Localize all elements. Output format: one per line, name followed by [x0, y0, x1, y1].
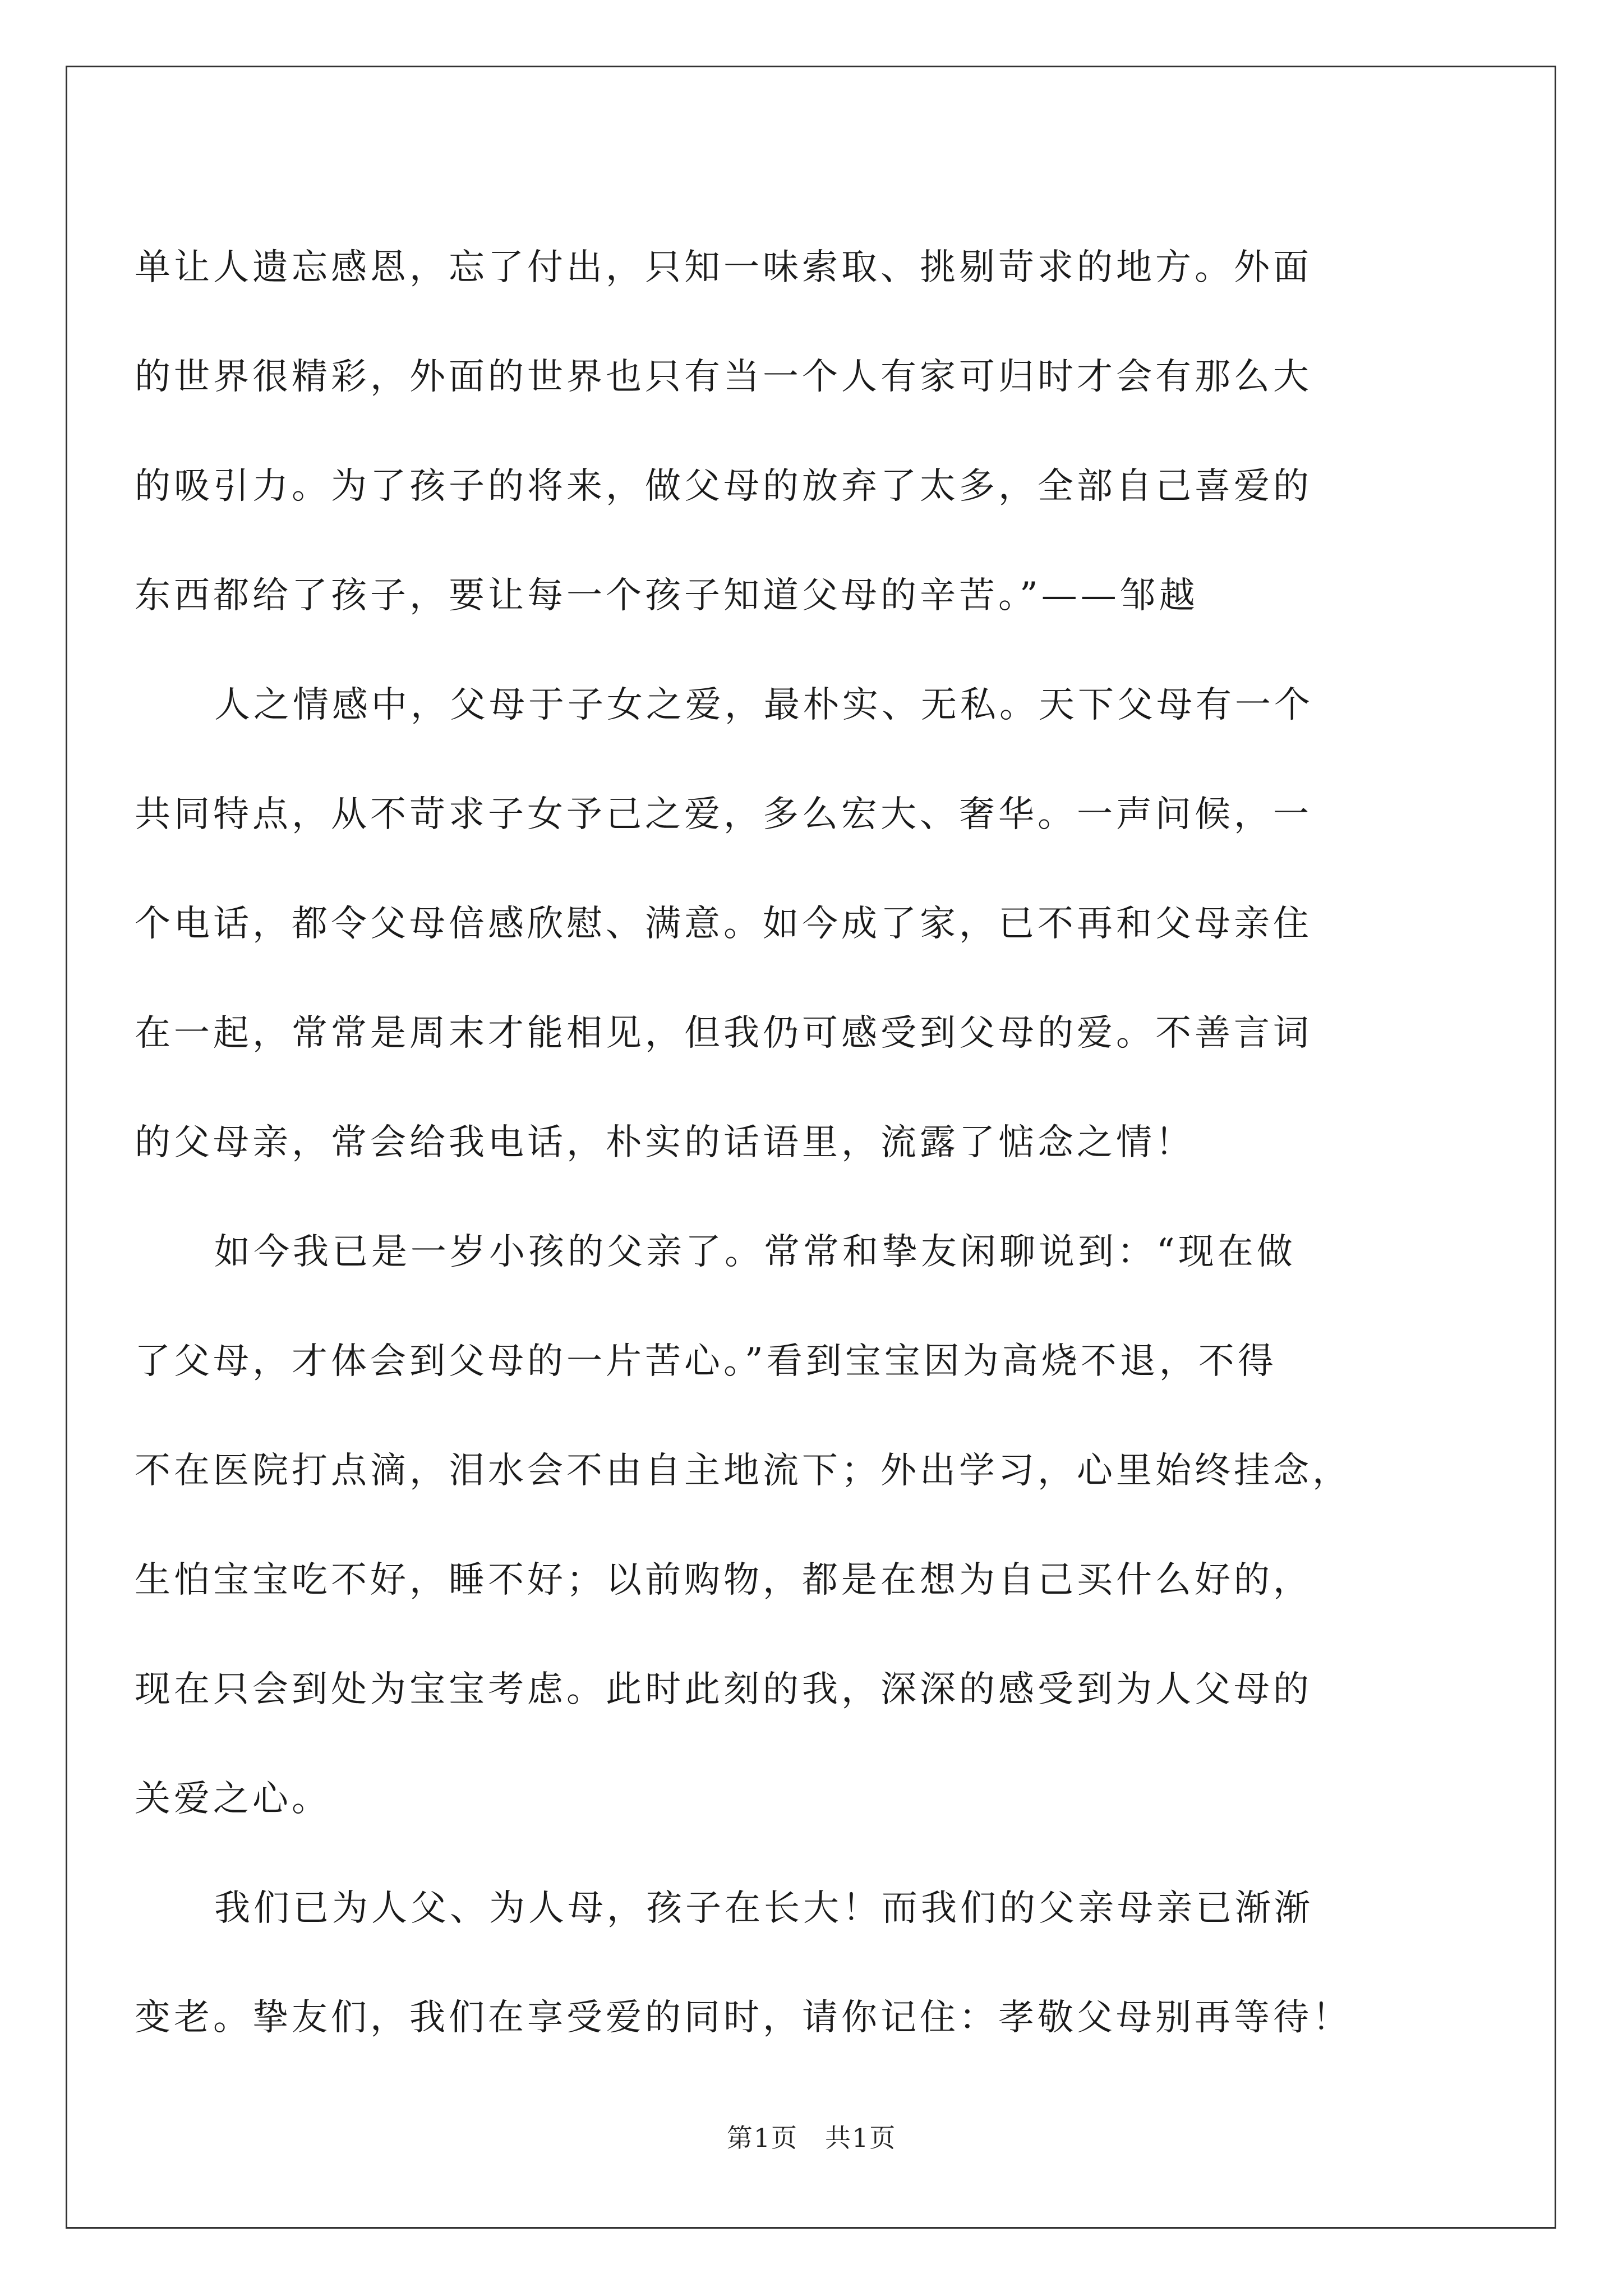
text-line: 生怕宝宝吃不好，睡不好；以前购物，都是在想为自己买什么好的， — [135, 1559, 1312, 1601]
text-line: 东西都给了孩子，要让每一个孩子知道父母的辛苦。”——邹越 — [135, 575, 1198, 616]
text-line: 在一起，常常是周末才能相见，但我仍可感受到父母的爱。不善言词 — [135, 1013, 1312, 1054]
text-line: 关爱之心。 — [135, 1778, 331, 1820]
text-line: 的父母亲，常会给我电话，朴实的话语里，流露了惦念之情！ — [135, 1122, 1195, 1163]
text-line: 共同特点，从不苛求子女予己之爱，多么宏大、奢华。一声问候，一 — [135, 794, 1312, 835]
page-number-footer: 第1页 共1页 — [726, 2123, 897, 2153]
text-line: 个电话，都令父母倍感欣慰、满意。如今成了家，已不再和父母亲住 — [135, 903, 1312, 945]
text-line: 变老。挚友们，我们在享受爱的同时，请你记住：孝敬父母别再等待！ — [135, 1997, 1352, 2039]
text-line: 不在医院打点滴，泪水会不由自主地流下；外出学习，心里始终挂念， — [135, 1450, 1352, 1492]
text-line: 我们已为人父、为人母，孩子在长大！而我们的父亲母亲已渐渐 — [214, 1888, 1313, 1929]
document-body — [135, 213, 1497, 2073]
text-line: 了父母，才体会到父母的一片苦心。”看到宝宝因为高烧不退，不得 — [135, 1341, 1277, 1382]
text-line: 如今我已是一岁小孩的父亲了。常常和挚友闲聊说到：“现在做 — [214, 1231, 1296, 1273]
text-line: 现在只会到处为宝宝考虑。此时此刻的我，深深的感受到为人父母的 — [135, 1669, 1312, 1710]
text-line: 的世界很精彩，外面的世界也只有当一个人有家可归时才会有那么大 — [135, 356, 1312, 398]
paragraph-3 — [135, 1198, 1497, 1854]
text-line: 单让人遗忘感恩，忘了付出，只知一味索取、挑剔苛求的地方。外面 — [135, 247, 1312, 288]
text-line: 的吸引力。为了孩子的将来，做父母的放弃了太多，全部自己喜爱的 — [135, 466, 1312, 507]
text-line: 人之情感中，父母于子女之爱，最朴实、无私。天下父母有一个 — [214, 684, 1313, 726]
paragraph-4 — [135, 1854, 1497, 2073]
paragraph-2 — [135, 651, 1497, 1198]
paragraph-1 — [135, 213, 1497, 651]
